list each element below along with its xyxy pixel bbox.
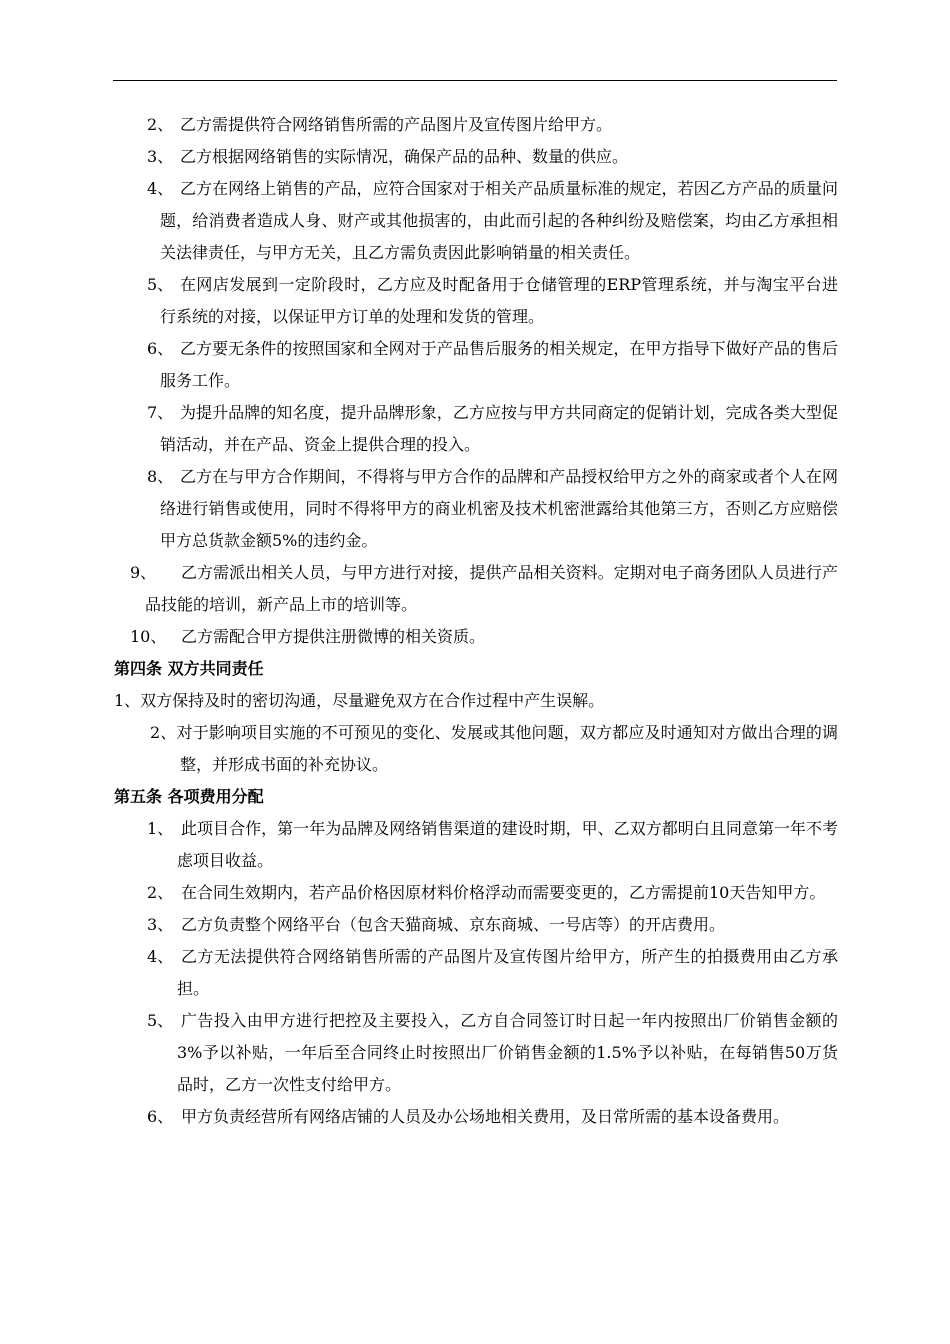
clause-item (147, 109, 838, 141)
clause-text: 在网店发展到一定阶段时，乙方应及时配备用于仓储管理的ERP管理系统，并与淘宝平台进行系统的对接，以保证甲方订单的处理和发货的管理。 (160, 275, 838, 326)
clause-number: 2、 (147, 115, 174, 134)
clause-text: 乙方在网络上销售的产品，应符合国家对于相关产品质量标准的规定，若因乙方产品的质量问题，给消费者造成人身、财产或其他损害的，由此而引起的各种纠纷及赔偿案，均由乙方承担相关法律责任，与甲方无关，且乙方需负责因此影响销量的相关责任。 (160, 179, 838, 262)
clause-item (147, 461, 838, 557)
clause-text: 乙方要无条件的按照国家和全网对于产品售后服务的相关规定，在甲方指导下做好产品的售后服务工作。 (160, 339, 838, 390)
clause-item (147, 397, 838, 461)
clause-number: 3、 (147, 147, 174, 166)
clause-number: 1、 (147, 819, 174, 838)
clause-number: 10、 (130, 627, 167, 646)
clause-item (147, 941, 838, 1005)
clause-item (147, 1005, 838, 1101)
clause-number: 4、 (147, 947, 174, 966)
clause-item (150, 717, 838, 781)
clause-item (147, 877, 838, 909)
clause-text: 乙方需派出相关人员，与甲方进行对接，提供产品相关资料。定期对电子商务团队人员进行产品技能的培训，新产品上市的培训等。 (145, 563, 838, 614)
clause-item (130, 621, 838, 653)
clause-text: 2、对于影响项目实施的不可预见的变化、发展或其他问题，双方都应及时通知对方做出合理的调整，并形成书面的补充协议。 (150, 723, 838, 774)
clause-number: 3、 (147, 915, 174, 934)
clause-text: 为提升品牌的知名度，提升品牌形象，乙方应按与甲方共同商定的促销计划，完成各类大型促销活动，并在产品、资金上提供合理的投入。 (160, 403, 838, 454)
clause-item (130, 557, 838, 621)
clause-item (147, 1101, 838, 1133)
clause-number: 9、 (130, 563, 157, 582)
section-heading-4: 第四条 双方共同责任 (114, 659, 264, 678)
clause-number: 6、 (147, 339, 174, 358)
document-body (0, 109, 950, 1133)
clause-number: 5、 (147, 275, 174, 294)
clause-number: 4、 (147, 179, 174, 198)
clause-item (147, 141, 838, 173)
clause-number: 7、 (147, 403, 174, 422)
clause-text: 乙方根据网络销售的实际情况，确保产品的品种、数量的供应。 (180, 147, 629, 166)
clause-text: 此项目合作，第一年为品牌及网络销售渠道的建设时期，甲、乙双方都明白且同意第一年不考虑项目收益。 (177, 819, 838, 870)
clause-number: 6、 (147, 1107, 174, 1126)
clause-text: 乙方无法提供符合网络销售所需的产品图片及宣传图片给甲方，所产生的拍摄费用由乙方承担。 (177, 947, 838, 998)
clause-text: 广告投入由甲方进行把控及主要投入，乙方自合同签订时日起一年内按照出厂价销售金额的3%予以补贴，一年后至合同终止时按照出厂价销售金额的1.5%予以补贴，在每销售50万货品时，乙方一次性支付给甲方。 (177, 1011, 838, 1094)
clause-item (147, 173, 838, 269)
clause-number: 5、 (147, 1011, 174, 1030)
clause-item (147, 333, 838, 397)
clause-text: 甲方负责经营所有网络店铺的人员及办公场地相关费用，及日常所需的基本设备费用。 (181, 1107, 790, 1126)
clause-item (114, 685, 838, 717)
clause-text: 乙方需配合甲方提供注册微博的相关资质。 (181, 627, 486, 646)
clause-number: 8、 (147, 467, 174, 486)
clause-text: 1、双方保持及时的密切沟通，尽量避免双方在合作过程中产生误解。 (114, 691, 605, 710)
clause-item (147, 269, 838, 333)
clause-item (147, 909, 838, 941)
clause-text: 乙方在与甲方合作期间，不得将与甲方合作的品牌和产品授权给甲方之外的商家或者个人在网络进行销售或使用，同时不得将甲方的商业机密及技术机密泄露给其他第三方，否则乙方应赔偿甲方总货款金额5%的违约金。 (160, 467, 838, 550)
section-heading-5: 第五条 各项费用分配 (114, 787, 264, 806)
clause-number: 2、 (147, 883, 174, 902)
header-rule (113, 80, 837, 81)
clause-text: 乙方需提供符合网络销售所需的产品图片及宣传图片给甲方。 (180, 115, 613, 134)
clause-item (147, 813, 838, 877)
clause-text: 在合同生效期内，若产品价格因原材料价格浮动而需要变更的，乙方需提前10天告知甲方。 (181, 883, 826, 902)
clause-text: 乙方负责整个网络平台（包含天猫商城、京东商城、一号店等）的开店费用。 (181, 915, 726, 934)
